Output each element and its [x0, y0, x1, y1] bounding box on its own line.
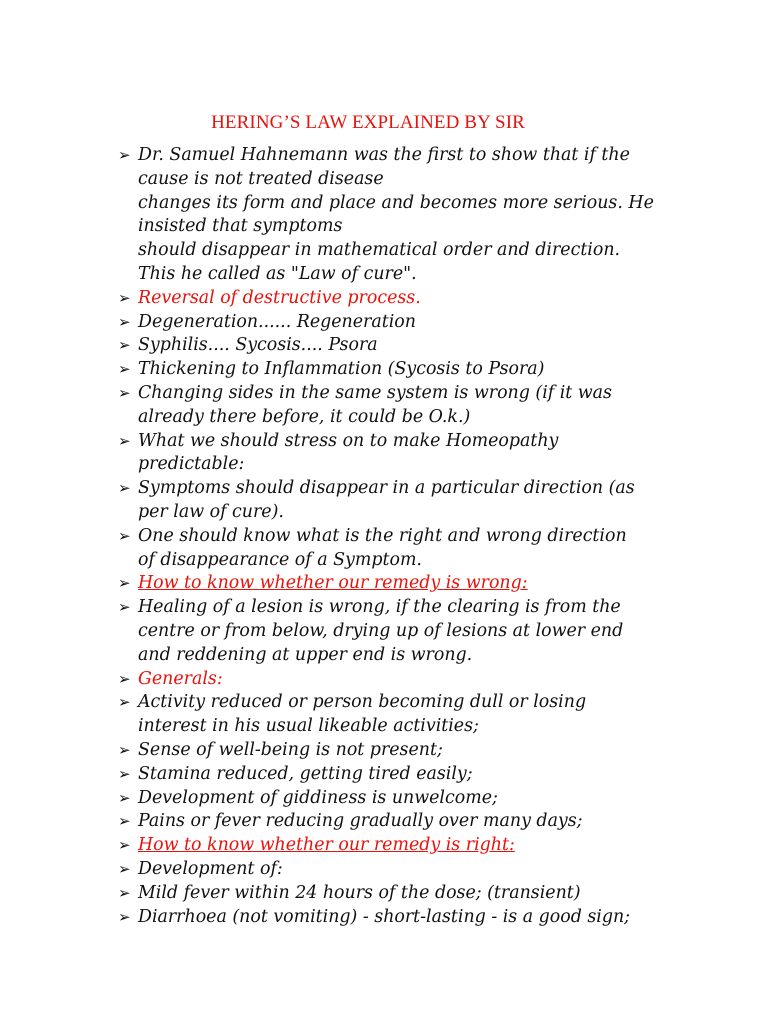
list-item [118, 763, 678, 787]
list-item-text [138, 572, 678, 596]
list-item [118, 858, 678, 882]
text-line: Sense of well-being is not present; [138, 739, 443, 760]
arrow-bullet-icon: ➢ [118, 598, 131, 617]
list-item [118, 144, 678, 287]
list-item-text [138, 834, 678, 858]
text-line: This he called as "Law of cure". [138, 263, 417, 284]
text-line: Pains or fever reducing gradually over many days; [138, 811, 583, 832]
list-item-text [138, 596, 678, 667]
text-line: cause is not treated disease [138, 168, 384, 189]
text-line: already there before, it could be O.k.) [138, 406, 471, 427]
text-line: centre or from below, drying up of lesions at lower end [138, 620, 624, 641]
text-line: and reddening at upper end is wrong. [138, 644, 473, 665]
text-line: Changing sides in the same system is wrong (if it was [138, 382, 612, 403]
list-item-text [138, 691, 678, 739]
list-item [118, 787, 678, 811]
text-line: changes its form and place and becomes more serious. He [138, 192, 654, 213]
arrow-bullet-icon: ➢ [118, 740, 131, 759]
arrow-bullet-icon: ➢ [118, 812, 131, 831]
list-item [118, 430, 678, 478]
text-line: insisted that symptoms [138, 216, 343, 237]
text-line: How to know whether our remedy is right: [138, 835, 515, 856]
list-item [118, 382, 678, 430]
list-item-text [138, 382, 678, 430]
list-item [118, 596, 678, 667]
arrow-bullet-icon: ➢ [118, 669, 131, 688]
text-line: Development of giddiness is unwelcome; [138, 787, 498, 808]
arrow-bullet-icon: ➢ [118, 312, 131, 331]
text-line: Dr. Samuel Hahnemann was the first to show that if the [138, 145, 630, 165]
text-line: Healing of a lesion is wrong, if the clearing is from the [138, 597, 621, 618]
list-item [118, 668, 678, 692]
arrow-bullet-icon: ➢ [118, 788, 131, 807]
arrow-bullet-icon: ➢ [118, 526, 131, 545]
list-item-text [138, 882, 678, 906]
text-line: Reversal of destructive process. [138, 287, 421, 308]
list-item [118, 691, 678, 739]
text-line: How to know whether our remedy is wrong: [138, 573, 528, 594]
arrow-bullet-icon: ➢ [118, 431, 131, 450]
list-item-text [138, 810, 678, 834]
list-item [118, 906, 678, 930]
text-line: What we should stress on to make Homeopathy [138, 430, 559, 451]
arrow-bullet-icon: ➢ [118, 693, 131, 712]
text-line: Symptoms should disappear in a particular direction (as [138, 478, 635, 499]
text-line: Diarrhoea (not vomiting) - short-lasting - is a good sign; [138, 906, 631, 927]
list-item [118, 834, 678, 858]
list-item-text [138, 858, 678, 882]
list-item-text [138, 334, 678, 358]
text-line: of disappearance of a Symptom. [138, 549, 422, 570]
list-item [118, 477, 678, 525]
arrow-bullet-icon: ➢ [118, 859, 131, 878]
list-item [118, 525, 678, 573]
arrow-bullet-icon: ➢ [118, 764, 131, 783]
list-item-text [138, 430, 678, 478]
text-line: should disappear in mathematical order and direction. [138, 240, 621, 261]
arrow-bullet-icon: ➢ [118, 383, 131, 402]
list-item [118, 311, 678, 335]
text-line: Mild fever within 24 hours of the dose; (transient) [138, 882, 581, 903]
list-item-text [138, 477, 678, 525]
list-item [118, 739, 678, 763]
list-item [118, 287, 678, 311]
list-item [118, 358, 678, 382]
list-item-text [138, 787, 678, 811]
arrow-bullet-icon: ➢ [118, 146, 131, 164]
list-item-text [138, 906, 678, 930]
text-line: Activity reduced or person becoming dull or losing [138, 692, 587, 713]
text-line: interest in his usual likeable activities; [138, 716, 479, 737]
list-item [118, 882, 678, 906]
text-line: Thickening to Inflammation (Sycosis to Psora) [138, 359, 545, 380]
text-line: Syphilis.... Sycosis.... Psora [138, 335, 378, 356]
arrow-bullet-icon: ➢ [118, 907, 131, 926]
text-line: One should know what is the right and wrong direction [138, 525, 627, 546]
list-item-text [138, 358, 678, 382]
list-item-text [138, 144, 678, 287]
list-item [118, 572, 678, 596]
list-item-text [138, 763, 678, 787]
text-line: Stamina reduced, getting tired easily; [138, 763, 473, 784]
text-line: Degeneration...... Regeneration [138, 311, 416, 332]
list-item-text [138, 739, 678, 763]
list-item-text [138, 668, 678, 692]
list-item [118, 810, 678, 834]
list-item-text [138, 311, 678, 335]
bullet-list [118, 144, 678, 929]
list-item-text [138, 287, 678, 311]
arrow-bullet-icon: ➢ [118, 360, 131, 379]
text-line: per law of cure). [138, 501, 284, 522]
text-line: predictable: [138, 454, 245, 475]
arrow-bullet-icon: ➢ [118, 883, 131, 902]
arrow-bullet-icon: ➢ [118, 836, 131, 855]
arrow-bullet-icon: ➢ [118, 288, 131, 307]
text-line: Development of: [138, 858, 283, 879]
page-title: HERING’S LAW EXPLAINED BY SIR [211, 112, 525, 133]
text-line: Generals: [138, 668, 223, 689]
arrow-bullet-icon: ➢ [118, 574, 131, 593]
arrow-bullet-icon: ➢ [118, 336, 131, 355]
arrow-bullet-icon: ➢ [118, 479, 131, 498]
list-item [118, 334, 678, 358]
list-item-text [138, 525, 678, 573]
